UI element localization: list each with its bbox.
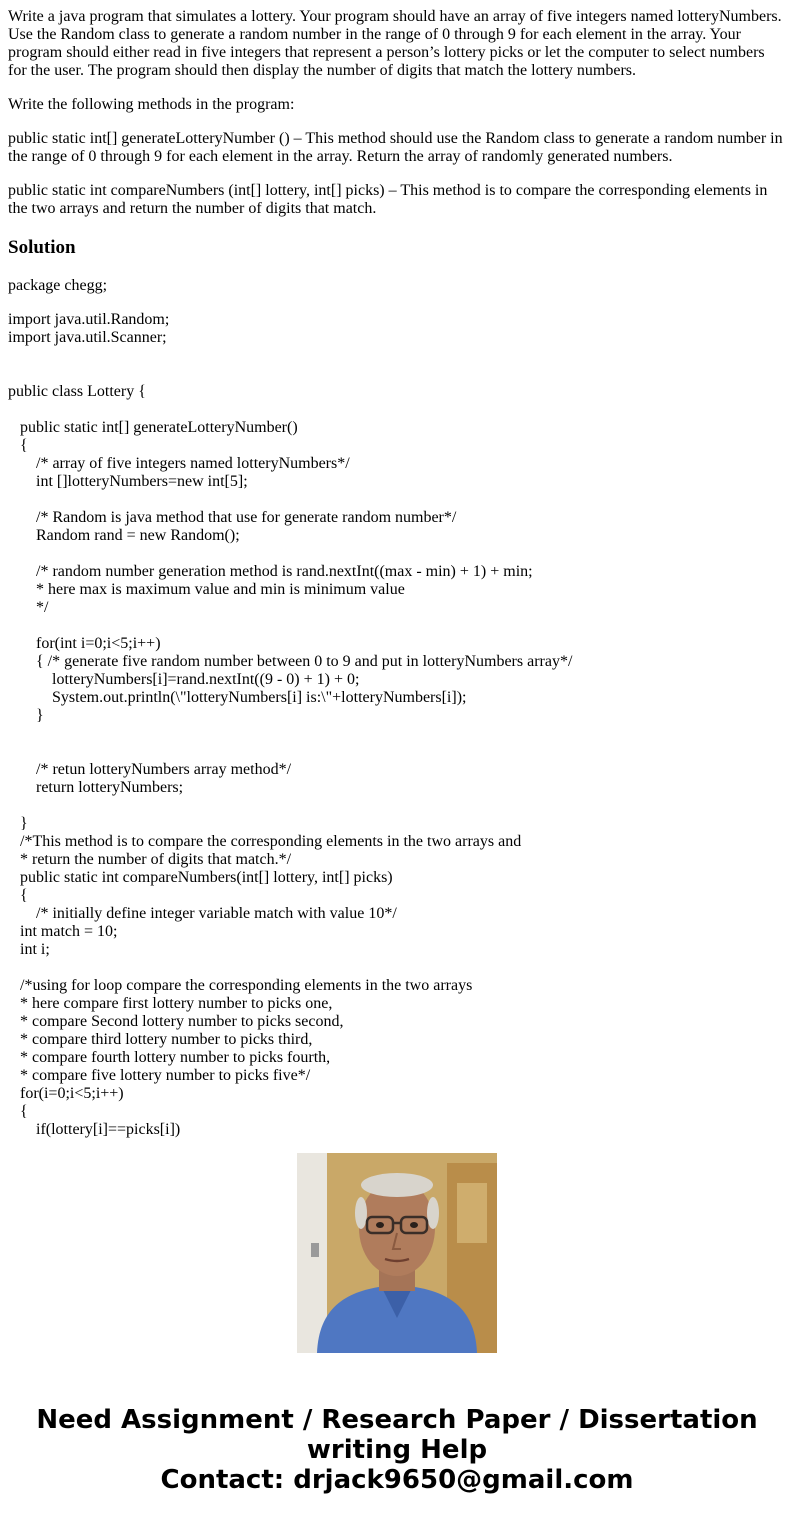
code-line: /*This method is to compare the corresponding elements in the two arrays and (8, 833, 522, 850)
code-line: if(lottery[i]==picks[i]) (8, 1121, 181, 1138)
code-line: /* initially define integer variable match with value 10*/ (8, 905, 397, 922)
code-line: } (8, 815, 28, 832)
code-line (8, 725, 788, 743)
methods-intro: Write the following methods in the program: (8, 96, 295, 113)
code-line: package chegg; (8, 277, 108, 294)
method-compare-description: public static int compareNumbers (int[] lottery, int[] picks) – This method is to compare the corresponding elements in the two arrays and return the number of digits that match. (8, 182, 768, 217)
code-line: } (8, 707, 44, 724)
question-intro: Write a java program that simulates a lottery. Your program should have an array of five integers named lotteryNumbers. Use the Random class to generate a random number in the range of 0 through 9 for each element in the array. Your program should either read in five integers that represent a person’s lottery picks or let the computer to select numbers for the user. The program should then display the number of digits that match the lottery numbers. (8, 8, 782, 79)
code-line: public static int[] generateLotteryNumber() (8, 419, 298, 436)
code-line: { (8, 887, 28, 904)
code-line: * compare Second lottery number to picks second, (8, 1013, 344, 1030)
code-line: { (8, 1103, 28, 1120)
code-line: import java.util.Random; (8, 311, 170, 328)
code-line: public class Lottery { (8, 383, 146, 400)
code-line: /* retun lotteryNumbers array method*/ (8, 761, 292, 778)
code-line: /*using for loop compare the corresponding elements in the two arrays (8, 977, 473, 994)
author-avatar (297, 1153, 497, 1353)
code-line: /* array of five integers named lotteryNumbers*/ (8, 455, 350, 472)
code-line (8, 545, 788, 563)
code-line (8, 347, 788, 365)
code-line: return lotteryNumbers; (8, 779, 184, 796)
author-photo (297, 1153, 497, 1353)
promo-line-1: Need Assignment / Research Paper / Dissertation (36, 1405, 758, 1435)
code-line (8, 365, 788, 383)
code-line: for(i=0;i<5;i++) (8, 1085, 124, 1102)
code-line: /* random number generation method is rand.nextInt((max - min) + 1) + min; (8, 563, 533, 580)
code-line: lotteryNumbers[i]=rand.nextInt((9 - 0) + 1) + 0; (8, 671, 360, 688)
code-line: * compare fourth lottery number to picks fourth, (8, 1049, 331, 1066)
code-line: System.out.println(\"lotteryNumbers[i] is:\"+lotteryNumbers[i]); (8, 689, 467, 706)
promo-line-2: writing Help (306, 1435, 488, 1465)
code-line: int []lotteryNumbers=new int[5]; (8, 473, 248, 490)
code-line: Random rand = new Random(); (8, 527, 240, 544)
code-line (8, 401, 788, 419)
code-line: * here max is maximum value and min is minimum value (8, 581, 405, 598)
method-generate-description: public static int[] generateLotteryNumber () – This method should use the Random class to generate a random number in the range of 0 through 9 for each element in the array. Return the array of randomly generated numbers. (8, 130, 783, 165)
code-line: /* Random is java method that use for generate random number*/ (8, 509, 457, 526)
code-line: * compare third lottery number to picks third, (8, 1031, 313, 1048)
code-line (8, 797, 788, 815)
code-line (8, 743, 788, 761)
code-line: public static int compareNumbers(int[] lottery, int[] picks) (8, 869, 393, 886)
code-line (8, 617, 788, 635)
code-line: * return the number of digits that match.*/ (8, 851, 292, 868)
code-line: * here compare first lottery number to picks one, (8, 995, 333, 1012)
code-line: */ (8, 599, 49, 616)
solution-heading: Solution (8, 237, 76, 258)
code-line: int i; (8, 941, 50, 958)
promo-contact: Contact: drjack9650@gmail.com (160, 1465, 634, 1495)
code-line: { (8, 437, 28, 454)
code-line: for(int i=0;i<5;i++) (8, 635, 161, 652)
code-line: import java.util.Scanner; (8, 329, 167, 346)
solution-code (8, 277, 788, 1138)
code-line (8, 959, 788, 977)
code-line (8, 491, 788, 509)
code-line: * compare five lottery number to picks five*/ (8, 1067, 311, 1084)
code-line: { /* generate five random number between 0 to 9 and put in lotteryNumbers array*/ (8, 653, 573, 670)
code-line: int match = 10; (8, 923, 118, 940)
